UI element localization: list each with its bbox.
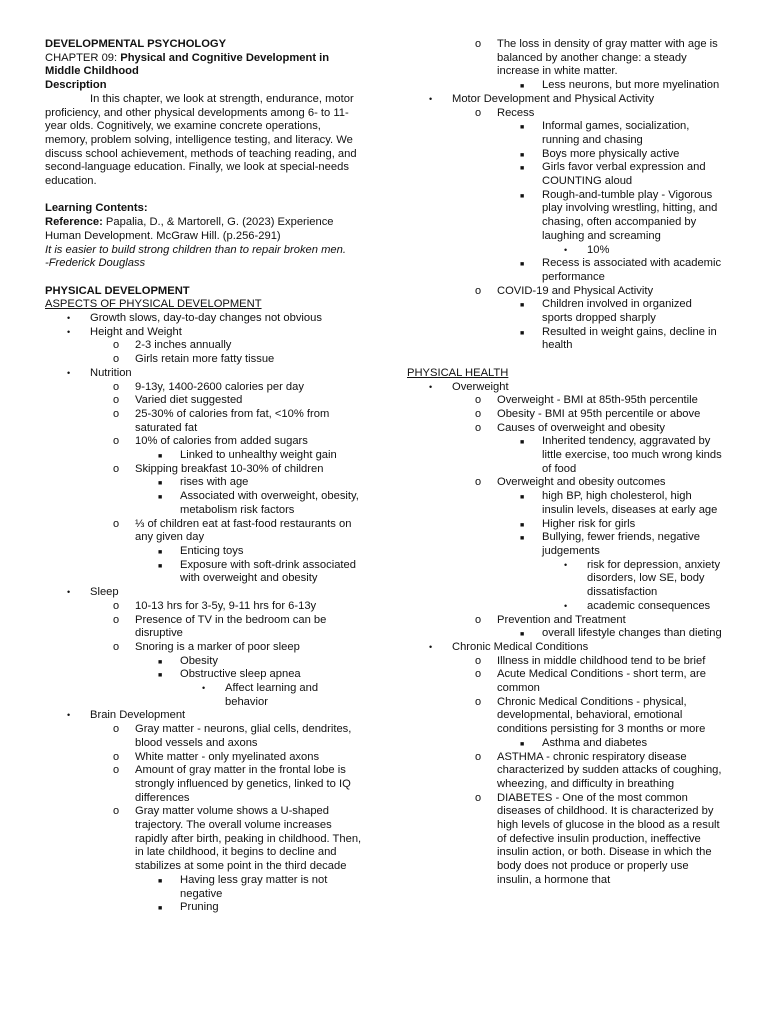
list-item: ■ Enticing toys [135,545,363,559]
list-marker: • [429,93,433,104]
list-marker: o [113,750,120,763]
list-marker: o [113,435,120,448]
list-item: o Chronic Medical Conditions - physical, developmental, behavioral, emotional conditions persisting for 3 months or more ■ Asthma and diabetes [452,696,725,751]
list-item: o 2-3 inches annually [113,339,232,352]
list-item: o Varied diet suggested [113,394,243,407]
list-item: o Causes of overweight and obesity ■ Inherited tendency, aggravated by little exercise, too much wrong kinds of food [452,422,725,477]
list-marker: ■ [158,672,163,680]
chapter-prefix: CHAPTER 09: [45,51,121,64]
list-item: o Girls retain more fatty tissue [113,353,275,366]
health-list [407,381,725,888]
list-item: • Height and Weight o 2-3 inches annually o Girls retain more fatty tissue [45,326,363,367]
list-marker: ■ [520,192,525,200]
list-marker: ■ [520,521,525,529]
chapter-title: Physical and Cognitive Development in Middle Childhood [45,51,330,78]
list-item: o Snoring is a marker of poor sleep ■ Obesity ■ Obstructive sleep apnea • Affect learning and behavior [90,641,363,710]
list-item: ■ Boys more physically active [497,148,725,162]
right-column [407,38,725,888]
list-item: • Brain Development o Gray matter - neurons, glial cells, dendrites, blood vessels and axons o White matter - only myelinated axons o Amount of gray matter in the frontal lobe is strongly influenced by genetics, linked to IQ differences o Gray matter volume shows a U-shaped trajectory. The overall volume increases rapidly after birth, peaking in childhood. Then, in late childhood, it begins to decline and stabilizes at some point in the third decade ■ Having less gray matter is not negative ■ Pruning [45,709,363,915]
list-marker: o [475,695,482,708]
list-marker: o [475,654,482,667]
list-marker: ■ [158,453,163,461]
list-marker: ■ [520,83,525,91]
list-marker: ■ [520,439,525,447]
list-item: o DIABETES - One of the most common diseases of childhood. It is characterized by high levels of glucose in the blood as a result of defective insulin production, ineffective insulin action, or both. Disease in which the body does not produce or properly use insulin, a hormone that [475,791,720,886]
list-item: • Affect learning and behavior [202,682,319,708]
list-item: ■ high BP, high cholesterol, high insulin levels, diseases at early age [520,490,718,516]
description-heading: Description [45,79,107,92]
list-item: o Illness in middle childhood tend to be brief [475,654,706,667]
list-marker: o [475,476,482,489]
list-marker: ■ [520,302,525,310]
list-item: o Obesity - BMI at 95th percentile or above [475,407,701,420]
list-item: • Sleep o 10-13 hrs for 3-5y, 9-11 hrs for 6-13y o Presence of TV in the bedroom can be disruptive o Snoring is a marker of poor sleep ■ Obesity ■ Obstructive sleep apnea • Affect learning and behavior [45,586,363,709]
list-marker: • [429,641,433,652]
list-item: • academic consequences [564,599,711,612]
list-marker: o [113,517,120,530]
list-marker: • [67,326,71,337]
list-item: o COVID-19 and Physical Activity ■ Children involved in organized sports dropped sharply ■ Resulted in weight gains, decline in health [452,285,725,354]
list-item: o Presence of TV in the bedroom can be disruptive [113,613,327,640]
list-item: ■ Rough-and-tumble play - Vigorous play involving wrestling, hitting, and chasing, often accompanied by laughing and screaming • 10% [497,189,725,258]
left-column [45,38,363,915]
list-marker: • [429,381,433,392]
list-item: o White matter - only myelinated axons [113,750,320,763]
list-item: ■ Exposure with soft-drink associated with overweight and obesity [158,558,356,585]
list-item: ■ Obesity [135,655,363,669]
list-marker: ■ [158,548,163,556]
list-item: ■ Bullying, fewer friends, negative judgements • risk for depression, anxiety disorders, low SE, body dissatisfaction • academic consequences [497,531,725,613]
quote-author: -Frederick Douglass [45,257,146,270]
list-marker: • [564,244,568,255]
list-marker: ■ [520,740,525,748]
list-marker: ■ [158,562,163,570]
list-marker: ■ [520,165,525,173]
list-marker: • [564,600,568,611]
list-marker: ■ [158,658,163,666]
list-marker: o [113,599,120,612]
list-item: • Growth slows, day-to-day changes not obvious [67,312,322,325]
list-item: o Overweight and obesity outcomes ■ high BP, high cholesterol, high insulin levels, diseases at early age ■ Higher risk for girls ■ Bullying, fewer friends, negative judgements • risk for depression, anxiety disorders, low SE, body dissatisfaction • academic consequences [452,476,725,613]
list-marker: ■ [158,905,163,913]
list-item: ■ Obstructive sleep apnea • Affect learning and behavior [135,668,363,709]
list-item: ■ Resulted in weight gains, decline in health [520,325,717,352]
list-marker: ■ [520,151,525,159]
list-marker: o [113,407,120,420]
list-marker: o [475,613,482,626]
list-item-continued [407,38,725,93]
list-item: ■ Recess is associated with academic performance [520,257,722,283]
learning-contents-heading: Learning Contents: [45,202,148,215]
list-item: o 10-13 hrs for 3-5y, 9-11 hrs for 6-13y [113,599,317,612]
list-marker: o [475,791,482,804]
list-item: o 25-30% of calories from fat, <10% from saturated fat [113,407,330,434]
list-marker: ■ [520,124,525,132]
list-item: ■ Asthma and diabetes [497,737,725,751]
list-item: o ⅓ of children eat at fast-food restaurants on any given day ■ Enticing toys ■ Exposure with soft-drink associated with overweight and obesity [90,518,363,587]
list-marker: o [475,38,482,50]
list-marker: ■ [158,480,163,488]
list-marker: o [475,106,482,119]
list-item: • 10% [564,243,610,256]
reference-label: Reference: [45,216,103,229]
list-item: • Motor Development and Physical Activity o Recess ■ Informal games, socialization, running and chasing ■ Boys more physically active ■ Girls favor verbal expression and COUNTING aloud ■ Rough-and-tumble play - Vigorous play involving wrestling, hitting, and chasing, often accompanied by laughing and screaming • 10% ■ Recess is associated with academic performance o COVID-19 and Physical Activity ■ Children involved in organized sports dropped sharply ■ Resulted in weight gains, decline in health [407,93,725,353]
chapter-line [45,52,363,79]
list-item: o 10% of calories from added sugars ■ Linked to unhealthy weight gain [90,435,363,462]
list-item: o Gray matter volume shows a U-shaped trajectory. The overall volume increases rapidly after birth, peaking in childhood. Then, in late childhood, it begins to decline and stabilizes at some point in the third decade ■ Having less gray matter is not negative ■ Pruning [90,805,363,915]
list-marker: • [67,367,71,378]
list-marker: • [202,683,206,694]
list-item: ■ Girls favor verbal expression and COUNTING aloud [520,161,706,188]
document-title: DEVELOPMENTAL PSYCHOLOGY [45,38,227,50]
list-item: • Chronic Medical Conditions o Illness in middle childhood tend to be brief o Acute Medical Conditions - short term, are common o Chronic Medical Conditions - physical, developmental, behavioral, emotional conditions persisting for 3 months or more ■ Asthma and diabetes o ASTHMA - chronic respiratory disease characterized by sudden attacks of coughing, wheezing, and difficulty in breathing o DIABETES - One of the most common diseases of childhood. It is characterized by high levels of glucose in the blood as a result of defective insulin production, ineffective insulin action, or both. Disease in which the body does not produce or properly use insulin, a hormone that [407,641,725,888]
list-marker: ■ [158,494,163,502]
list-item: ■ Linked to unhealthy weight gain [135,449,363,463]
list-item: o Recess ■ Informal games, socialization, running and chasing ■ Boys more physically active ■ Girls favor verbal expression and COUNTING aloud ■ Rough-and-tumble play - Vigorous play involving wrestling, hitting, and chasing, often accompanied by laughing and screaming • 10% ■ Recess is associated with academic performance [452,107,725,285]
quote: It is easier to build strong children than to repair broken men. [45,243,346,256]
list-marker: ■ [158,877,163,885]
list-item: • risk for depression, anxiety disorders, low SE, body dissatisfaction [564,558,721,599]
list-marker: o [113,353,120,366]
list-marker: o [475,284,482,297]
aspects-heading: ASPECTS OF PHYSICAL DEVELOPMENT [45,298,262,311]
list-marker: o [113,805,120,818]
list-marker: o [113,380,120,393]
list-marker: o [475,750,482,763]
list-item: ■ Pruning [135,901,363,915]
list-marker: ■ [520,261,525,269]
list-item: o Overweight - BMI at 85th-95th percentile [475,394,698,407]
list-marker: • [67,710,71,721]
list-item: o ASTHMA - chronic respiratory disease characterized by sudden attacks of coughing, wheezing, and difficulty in breathing [475,750,722,790]
reference-text: Papalia, D., & Martorell, G. (2023) Experience Human Development. McGraw Hill. (p.256-291) [45,216,334,242]
list-item: ■ Less neurons, but more myelination [497,79,725,93]
list-item: o 9-13y, 1400-2600 calories per day [113,380,304,393]
list-marker: ■ [520,631,525,639]
list-item: o Acute Medical Conditions - short term, are common [475,668,706,695]
list-marker: o [113,394,120,407]
list-marker: • [67,587,71,598]
physical-development-heading: PHYSICAL DEVELOPMENT [45,284,190,297]
list-marker: ■ [520,494,525,502]
list-item: ■ Associated with overweight, obesity, metabolism risk factors [158,490,359,516]
list-marker: • [67,313,71,324]
list-item: • Nutrition o 9-13y, 1400-2600 calories per day o Varied diet suggested o 25-30% of calories from fat, <10% from saturated fat o 10% of calories from added sugars ■ Linked to unhealthy weight gain o Skipping breakfast 10-30% of children ■ rises with age ■ Associated with overweight, obesity, metabolism risk factors o ⅓ of children eat at fast-food restaurants on any given day ■ Enticing toys ■ Exposure with soft-drink associated with overweight and obesity [45,367,363,586]
list-marker: o [475,407,482,420]
list-item: o The loss in density of gray matter with age is balanced by another change: a steady increase in white matter. ■ Less neurons, but more myelination [452,38,725,93]
list-item: o Gray matter - neurons, glial cells, dendrites, blood vessels and axons [113,723,352,749]
list-item: ■ Higher risk for girls [497,518,725,532]
physical-health-heading: PHYSICAL HEALTH [407,366,509,379]
list-marker: o [113,723,120,736]
list-marker: o [475,394,482,407]
list-item: ■ overall lifestyle changes than dieting [497,627,725,641]
list-marker: o [475,668,482,681]
list-item: • Overweight o Overweight - BMI at 85th-95th percentile o Obesity - BMI at 95th percentile or above o Causes of overweight and obesity ■ Inherited tendency, aggravated by little exercise, too much wrong kinds of food o Overweight and obesity outcomes ■ high BP, high cholesterol, high insulin levels, diseases at early age ■ Higher risk for girls ■ Bullying, fewer friends, negative judgements • risk for depression, anxiety disorders, low SE, body dissatisfaction • academic consequences o Prevention and Treatment ■ overall lifestyle changes than dieting [407,381,725,641]
description-text: In this chapter, we look at strength, endurance, motor proficiency, and other physical developments among 6- to 11-year olds. Cognitively, we examine concrete operations, memory, problem solving, intelligence testing, and literacy. We discuss school achievement, methods of teaching reading, and second-language education. Finally, we look at special-needs education. [45,92,357,188]
list-item: o Amount of gray matter in the frontal lobe is strongly influenced by genetics, linked to IQ differences [113,764,351,804]
list-item: ■ Inherited tendency, aggravated by little exercise, too much wrong kinds of food [520,435,722,475]
list-item: o Skipping breakfast 10-30% of children ■ rises with age ■ Associated with overweight, obesity, metabolism risk factors [90,463,363,518]
list-marker: o [113,462,120,475]
list-item: ■ rises with age [135,476,363,490]
list-item: ■ Having less gray matter is not negative [158,873,328,900]
list-item: o Prevention and Treatment ■ overall lifestyle changes than dieting [452,614,725,641]
list-marker: o [113,640,120,653]
reference [45,216,363,243]
list-marker: • [564,559,568,570]
list-item: ■ Children involved in organized sports dropped sharply [520,298,692,325]
aspects-list [45,312,363,915]
list-marker: o [113,764,120,777]
list-marker: ■ [520,535,525,543]
list-marker: o [475,421,482,434]
list-marker: o [113,339,120,352]
list-marker: ■ [520,329,525,337]
list-item: ■ Informal games, socialization, running and chasing [520,120,690,146]
list-marker: o [113,613,120,626]
